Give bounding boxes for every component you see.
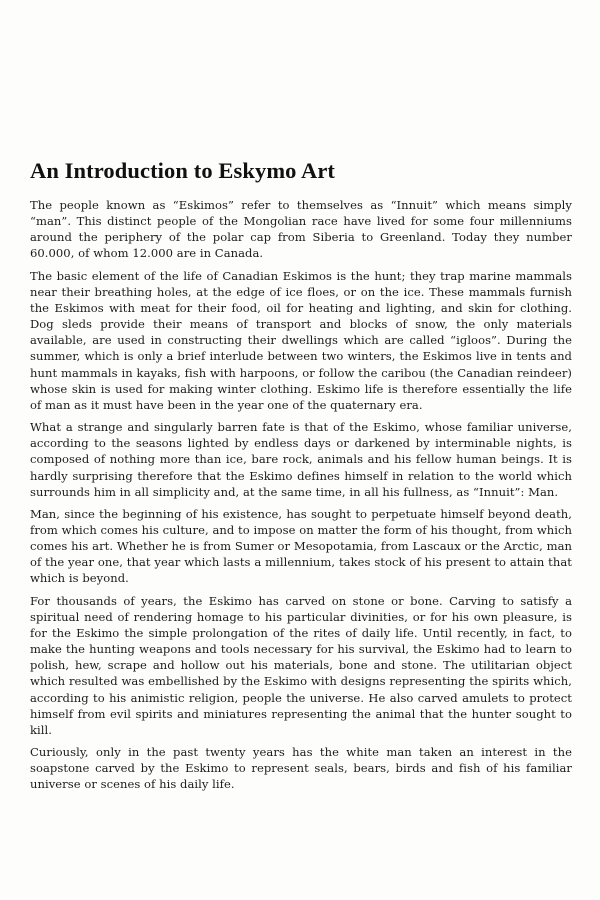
paragraph: The basic element of the life of Canadian Eskimos is the hunt; they trap marine mammals near their breathing holes, at the edge of ice floes, or on the ice. These mammals furnish the Eskimos with meat for their food, oil for heating and lighting, and skin for clothing. Dog sleds provide their means of transport and blocks of snow, the only materials available, are used in constructing their dwellings which are called “igloos”. During the summer, which is only a brief interlude between two winters, the Eskimos live in tents and hunt mammals in kayaks, fish with harpoons, or follow the caribou (the Canadian reindeer) whose skin is used for making winter clothing. Eskimo life is therefore essentially the life of man as it must have been in the year one of the quaternary era. bbox=[30, 268, 572, 412]
paragraph: The people known as “Eskimos” refer to themselves as “Innuit” which means simply “man”. This distinct people of the Mongolian race have lived for some four millenniums around the periphery of the polar cap from Siberia to Greenland. Today they number 60.000, of whom 12.000 are in Canada. bbox=[30, 198, 572, 261]
paragraph: What a strange and singularly barren fate is that of the Eskimo, whose familiar universe, according to the seasons lighted by endless days or darkened by interminable nights, is composed of nothing more than ice, bare rock, animals and his fellow human beings. It is hardly surprising therefore that the Eskimo defines himself in relation to the world which surrounds him in all simplicity and, at the same time, in all his fullness, as “Innuit”: Man. bbox=[30, 420, 572, 499]
paragraph: Man, since the beginning of his existence, has sought to perpetuate himself beyond death, from which comes his culture, and to impose on matter the form of his thought, from which comes his art. Whether he is from Sumer or Mesopotamia, from Lascaux or the Arctic, man of the year one, that year which lasts a millennium, takes stock of his present to attain that which is beyond. bbox=[30, 506, 572, 586]
paragraph: For thousands of years, the Eskimo has carved on stone or bone. Carving to satisfy a spiritual need of rendering homage to his particular divinities, or for his own pleasure, is for the Eskimo the simple prolongation of the rites of daily life. Until recently, in fact, to make the hunting weapons and tools necessary for his survival, the Eskimo had to learn to polish, hew, scrape and hollow out his materials, bone and stone. The utilitarian object which resulted was embellished by the Eskimo with designs representing the spirits which, according to his animistic religion, people the universe. He also carved amulets to protect himself from evil spirits and miniatures representing the animal that the hunter sought to kill. bbox=[30, 593, 572, 737]
paragraph: Curiously, only in the past twenty years has the white man taken an interest in the soapstone carved by the Eskimo to represent seals, bears, birds and fish of his familiar universe or scenes of his daily life. bbox=[30, 745, 572, 792]
article-body bbox=[30, 197, 572, 798]
page-title: An Introduction to Eskymo Art bbox=[30, 158, 336, 183]
